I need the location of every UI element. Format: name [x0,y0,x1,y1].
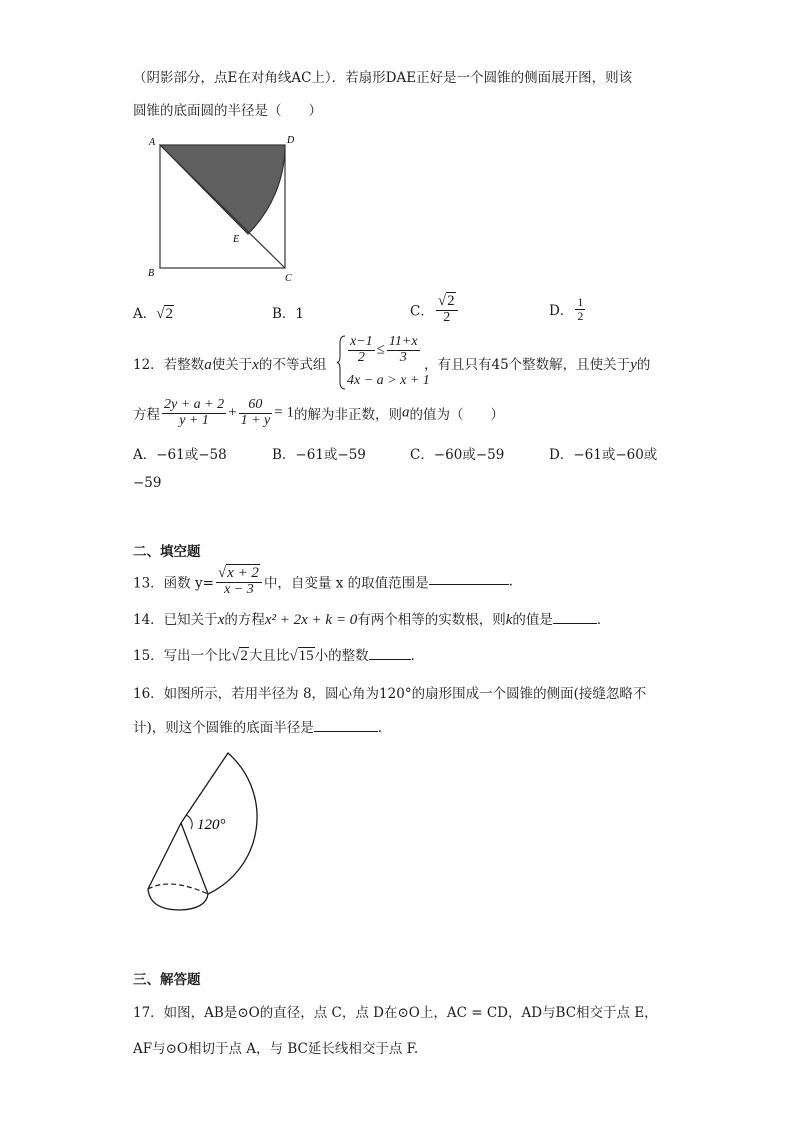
q11-option-b: B．1 [272,306,305,322]
q15-line: 15．写出一个比√2大且比√15小的整数 ． [133,644,424,665]
shaded-region [160,145,285,234]
q12-option-d: D．−61或−60或 [549,447,658,463]
cone-right-edge [181,823,208,894]
q12-inequality1: $\frac{x-1}{2}$ ≤ $\frac{11+x}{3}$ [350,334,418,365]
section-title-solutions: 三、解答题 [133,972,201,988]
q12-option-b: B．−61或−59 [272,447,366,463]
option-d-fraction: $\frac{1}{2}$ [577,295,584,323]
q14-line: 14．已知关于x的方程x² + 2x + k = 0有两个相等的实数根，则k的值是 ． [133,608,610,629]
q11-option-d [549,296,587,322]
label-e: E [233,234,240,245]
angle-arc [186,815,192,829]
option-c-label: C． [410,303,434,320]
q16-line1: 16．如图所示，若用半径为 8，圆心角为120°的扇形围成一个圆锥的侧面(接缝忽略不 [133,686,647,702]
cone-base-front [148,889,208,910]
cone-base-back [148,884,208,894]
q12-inequality2: 4x − a > x + 1 [347,373,430,388]
q13-line: 13．函数 y= $\frac{√x + 2}{x - 3}$ 中，自变量 x 的取值范围是 . [133,565,513,597]
q14-answer-blank[interactable] [553,609,597,624]
sqrt-2: √2 [156,306,173,322]
section-title-fill-in: 二、填空题 [133,544,201,560]
q17-line2: AF与⊙O相切于点 A，与 BC延长线相交于点 F. [133,1041,419,1057]
q11-option-a [133,302,174,323]
option-d-label: D． [549,303,574,320]
option-c-fraction: $\frac{√2}{2}$ [436,294,458,325]
option-a-label: A． [133,306,157,322]
q17-line1: 17．如图，AB是⊙O的直径，点 C，点 D在⊙O上，AC = CD，AD与BC相交于点 E， [133,1005,658,1021]
q12-equation-line: 方程 $\frac{2y + a + 2}{y + 1}$ + $\frac{60}{1 + y}$ = 1的解为非正数，则a的值为（ ） [133,397,504,428]
q16-answer-blank[interactable] [314,717,378,732]
q12-line1-left: 12．若整数a使关于x的不等式组 [133,357,327,373]
label-c: C [285,273,292,284]
cone-left-edge [148,823,181,889]
label-b: B [148,268,155,279]
label-d: D [287,135,295,146]
q13-answer-blank[interactable] [429,570,509,585]
q15-answer-blank[interactable] [369,645,411,660]
label-a: A [149,137,156,148]
q16-line2: 计)，则这个圆锥的底面半径是 ． [133,716,391,736]
q16-cone-sector-figure [140,745,280,915]
q11-square-figure [140,130,310,290]
q12-option-a: A．−61或−58 [133,447,227,463]
q12-line1-right: ，有且只有45个整数解，且使关于y的 [424,357,651,373]
q11-option-c [410,294,460,325]
angle-label: 120° [197,817,226,833]
q11-text-line1: （阴影部分，点E在对角线AC上）．若扇形DAE正好是一个圆锥的侧面展开图，则该 [133,70,633,86]
q12-system-brace [336,335,346,390]
q11-text-line2: 圆锥的底面圆的半径是（ ） [133,103,322,119]
q12-option-c: C．−60或−59 [410,447,505,463]
q12-option-d-cont: −59 [133,475,162,491]
